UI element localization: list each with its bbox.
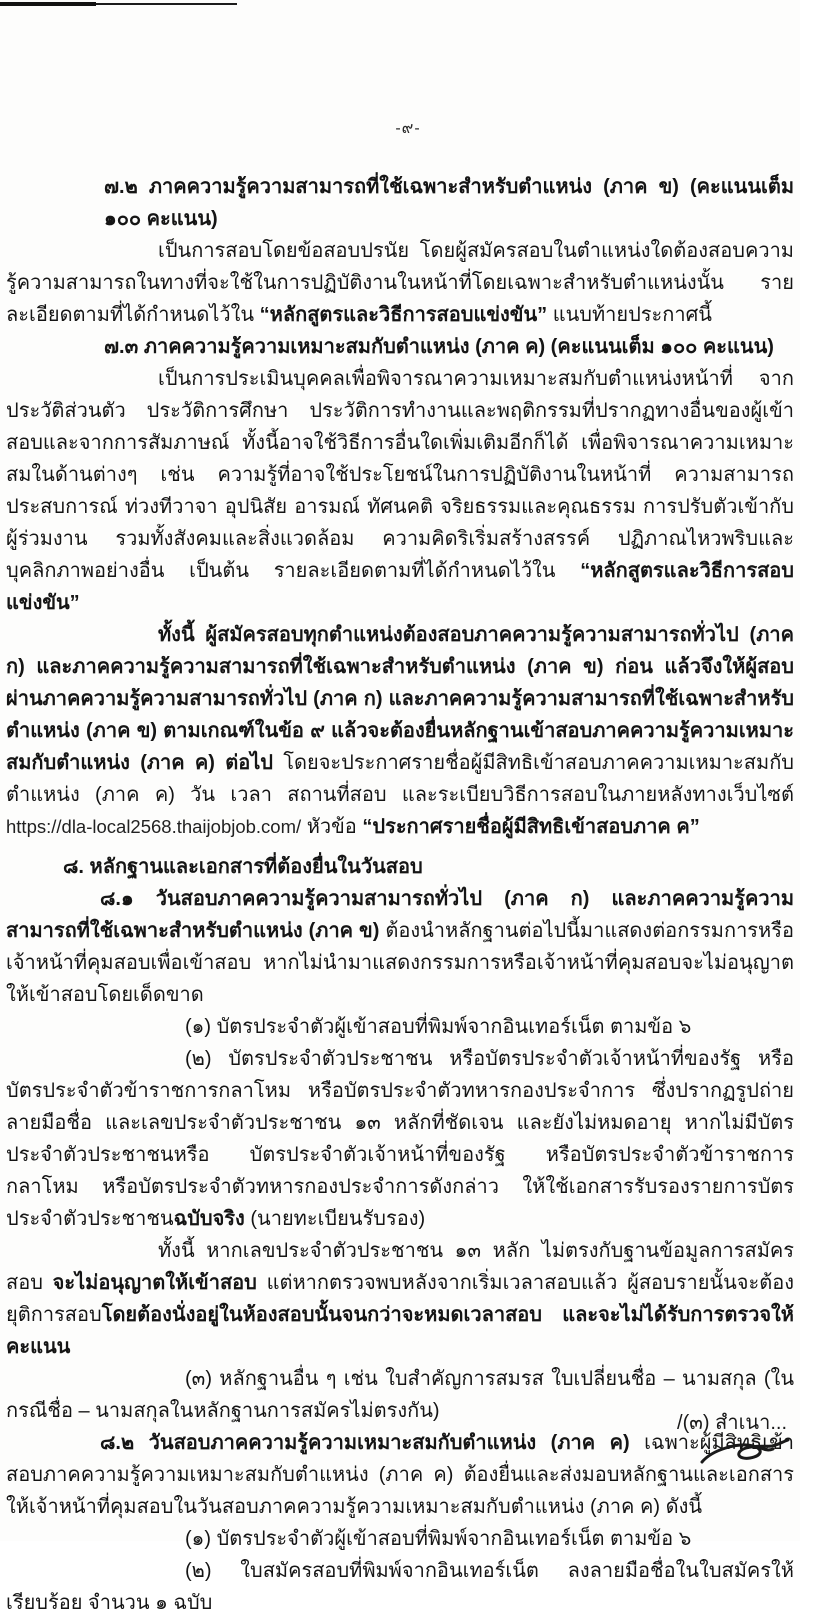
body-text: เป็นการประเมินบุคคลเพื่อพิจารณาความเหมาะสมกับตำแหน่งหน้าที่ จากประวัติส่วนตัว ประวัติการศึกษา ประวัติการทำงานและพฤติกรรมที่ปรากฏทางอื่นของผู้เข้าสอบและจากการสัมภาษณ์ ทั้งนี้อาจใช้วิธีการอื่นใดเพิ่มเติมอีกก็ได้ เพื่อพิจารณาความเหมาะสมในด้านต่างๆ เช่น ความรู้ที่อาจใช้ประโยชน์ในการปฏิบัติงานในหน้าที่ ความสามารถ ประสบการณ์ ท่วงทีวาจา อุปนิสัย อารมณ์ ทัศนคติ จริยธรรมและคุณธรรม การปรับตัวเข้ากับผู้ร่วมงาน รวมทั้งสังคมและสิ่งแวดล้อม ความคิดริเริ่มสร้างสรรค์ ปฏิภาณไหวพริบและบุคลิกภาพอย่างอื่น เป็นต้น รายละเอียดตามที่ได้กำหนดไว้ใน	[6, 368, 794, 582]
body-text: (๑) บัตรประจำตัวผู้เข้าสอบที่พิมพ์จากอินเทอร์เน็ต ตามข้อ ๖	[185, 1528, 692, 1550]
body-text: แนบท้ายประกาศนี้	[547, 304, 712, 326]
section-7-2-heading	[104, 171, 794, 235]
list-item-8-1-2	[6, 1043, 794, 1235]
emphasized-text: โดยต้องนั่งอยู่ในห้องสอบนั้นจนกว่าจะหมดเวลาสอบ และจะไม่ได้รับการตรวจให้คะแนน	[6, 1304, 794, 1358]
emphasized-text: ทั้งนี้ ผู้สมัครสอบทุกตำแหน่งต้องสอบภาคความรู้ความสามารถทั่วไป (ภาค ก) และภาคความรู้ความสามารถที่ใช้เฉพาะสำหรับตำแหน่ง (ภาค ข) ก่อน แล้วจึงให้ผู้สอบผ่านภาคความรู้ความสามารถทั่วไป (ภาค ก) และภาคความรู้ความสามารถที่ใช้เฉพาะสำหรับตำแหน่ง (ภาค ข) ตามเกณฑ์ในข้อ ๙ แล้วจะต้องยื่นหลักฐานเข้าสอบภาคความรู้ความเหมาะสมกับตำแหน่ง (ภาค ค) ต่อไป	[6, 624, 794, 774]
heading-text: ๗.๒ ภาคความรู้ความสามารถที่ใช้เฉพาะสำหรับตำแหน่ง (ภาค ข) (คะแนนเต็ม ๑๐๐ คะแนน)	[104, 176, 794, 230]
list-item-8-2-1	[6, 1523, 794, 1555]
emphasized-text: “หลักสูตรและวิธีการสอบแข่งขัน”	[6, 560, 794, 614]
list-item-8-2-2	[6, 1555, 794, 1619]
body-text: เป็นการสอบโดยข้อสอบปรนัย โดยผู้สมัครสอบในตำแหน่งใดต้องสอบความรู้ความสามารถในทางที่จะใช้ในการปฏิบัติงานในหน้าที่โดยเฉพาะสำหรับตำแหน่งนั้น รายละเอียดตามที่ได้กำหนดไว้ใน	[6, 240, 794, 326]
section-8-heading	[63, 851, 794, 883]
scan-artifact-line	[0, 2, 96, 6]
section-7-2-paragraph	[6, 235, 794, 331]
note-paragraph-exam-order	[6, 619, 794, 843]
list-item-8-1-1	[6, 1011, 794, 1043]
scan-artifact-line	[96, 3, 237, 5]
emphasized-text: จะไม่อนุญาตให้เข้าสอบ	[52, 1272, 267, 1294]
note-paragraph-id-mismatch	[6, 1235, 794, 1363]
heading-text: ๘. หลักฐานและเอกสารที่ต้องยื่นในวันสอบ	[63, 856, 423, 878]
emphasized-text: “ประกาศรายชื่อผู้มีสิทธิเข้าสอบภาค ค”	[362, 816, 700, 838]
body-text: (นายทะเบียนรับรอง)	[244, 1208, 426, 1230]
signature-mark	[698, 1434, 798, 1474]
body-text: แต่หากตรวจพบหลังจากเริ่มเวลาสอบแล้ว ผู้สอบรายนั้นจะต้องยุติการสอบ	[6, 1272, 794, 1326]
continuation-note: /(๓) สำเนา...	[677, 1412, 787, 1434]
heading-text: ๗.๓ ภาคความรู้ความเหมาะสมกับตำแหน่ง (ภาค ค) (คะแนนเต็ม ๑๐๐ คะแนน)	[104, 336, 774, 358]
body-text: (๑) บัตรประจำตัวผู้เข้าสอบที่พิมพ์จากอินเทอร์เน็ต ตามข้อ ๖	[185, 1016, 692, 1038]
section-7-3-heading	[104, 331, 794, 363]
body-text: ทั้งนี้ หากเลขประจำตัวประชาชน ๑๓ หลัก ไม่ตรงกับฐานข้อมูลการสมัครสอบ	[6, 1240, 794, 1294]
website-url: https://dla-local2568.thaijobjob.com/	[6, 816, 302, 837]
body-text: (๒) บัตรประจำตัวประชาชน หรือบัตรประจำตัวเจ้าหน้าที่ของรัฐ หรือบัตรประจำตัวข้าราชการกลาโหม หรือบัตรประจำตัวทหารกองประจำการ ซึ่งปรากฏรูปถ่าย ลายมือชื่อ และเลขประจำตัวประชาชน ๑๓ หลักที่ชัดเจน และยังไม่หมดอายุ หากไม่มีบัตรประจำตัวประชาชนหรือ บัตรประจำตัวเจ้าหน้าที่ของรัฐ หรือบัตรประจำตัวข้าราชการกลาโหม หรือบัตรประจำตัวทหารกองประจำการดังกล่าว ให้ใช้เอกสารรับรองรายการบัตรประจำตัวประชาชน	[6, 1048, 794, 1230]
emphasized-text: “หลักสูตรและวิธีการสอบแข่งขัน”	[259, 304, 548, 326]
body-text: โดยจะประกาศรายชื่อผู้มีสิทธิเข้าสอบภาคความเหมาะสมกับตำแหน่ง (ภาค ค) วัน เวลา สถานที่สอบ และระเบียบวิธีการสอบในภายหลังทางเว็บไซต์	[6, 752, 794, 806]
emphasized-text: ๘.๑ วันสอบภาคความรู้ความสามารถทั่วไป (ภาค ก) และภาคความรู้ความสามารถที่ใช้เฉพาะสำหรับตำแหน่ง (ภาค ข)	[6, 888, 794, 942]
section-8-1-paragraph	[6, 883, 794, 1011]
document-body	[6, 171, 794, 1619]
page-number: -๙-	[395, 120, 421, 137]
body-text: ต้องนำหลักฐานต่อไปนี้มาแสดงต่อกรรมการหรือเจ้าหน้าที่คุมสอบเพื่อเข้าสอบ หากไม่นำมาแสดงกรรมการหรือเจ้าหน้าที่คุมสอบจะไม่อนุญาตให้เข้าสอบโดยเด็ดขาด	[6, 920, 794, 1006]
body-text: หัวข้อ	[301, 816, 363, 838]
body-text: เฉพาะผู้มีสิทธิเข้าสอบภาคความรู้ความเหมาะสมกับตำแหน่ง (ภาค ค) ต้องยื่นและส่งมอบหลักฐานและเอกสารให้เจ้าหน้าที่คุมสอบในวันสอบภาคความรู้ความเหมาะสมกับตำแหน่ง (ภาค ค) ดังนี้	[6, 1432, 794, 1518]
list-item-8-1-3	[6, 1363, 794, 1427]
emphasized-text: ฉบับจริง	[173, 1208, 245, 1230]
section-8-2-paragraph	[6, 1427, 794, 1523]
body-text: (๒) ใบสมัครสอบที่พิมพ์จากอินเทอร์เน็ต ลงลายมือชื่อในใบสมัครให้เรียบร้อย จำนวน ๑ ฉบับ	[6, 1560, 794, 1614]
section-7-3-paragraph	[6, 363, 794, 619]
body-text: (๓) หลักฐานอื่น ๆ เช่น ใบสำคัญการสมรส ใบเปลี่ยนชื่อ – นามสกุล (ในกรณีชื่อ – นามสกุลในหลักฐานการสมัครไม่ตรงกัน)	[6, 1368, 794, 1422]
emphasized-text: ๘.๒ วันสอบภาคความรู้ความเหมาะสมกับตำแหน่ง (ภาค ค)	[100, 1432, 645, 1454]
